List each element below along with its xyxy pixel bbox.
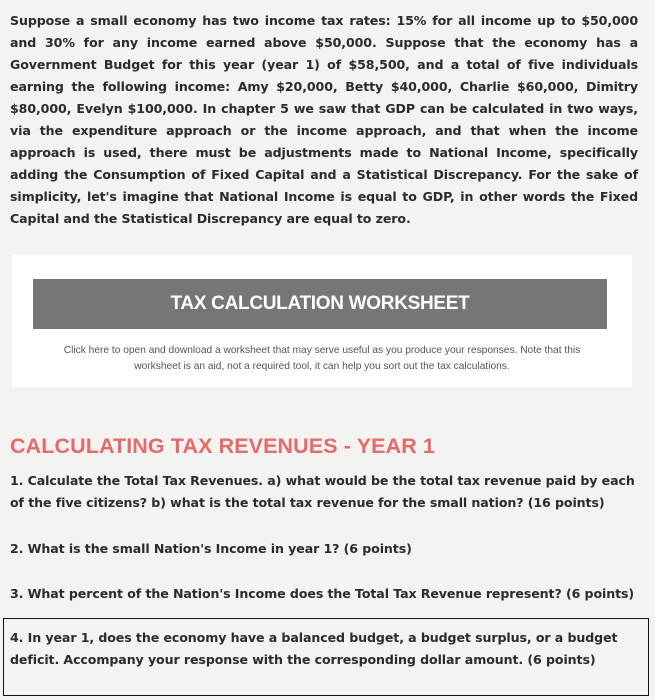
question-2: 2. What is the small Nation's Income in year 1? (6 points) xyxy=(10,541,412,556)
worksheet-card xyxy=(12,255,632,387)
worksheet-note-link[interactable]: Click here to open and download a worksheet that may serve useful as you produce your responses. Note that this worksheet is an aid, not a required tool, it can help you sort out the tax calculations. xyxy=(63,345,581,372)
question-3: 3. What percent of the Nation's Income does the Total Tax Revenue represent? (6 points) xyxy=(10,586,635,601)
question-4: 4. In year 1, does the economy have a balanced budget, a budget surplus, or a budget deficit. Accompany your response with the corresponding dollar amount. (6 points) xyxy=(10,630,618,667)
tax-calculation-worksheet-button[interactable]: TAX CALCULATION WORKSHEET xyxy=(33,279,607,329)
section-title: CALCULATING TAX REVENUES - YEAR 1 xyxy=(10,434,435,458)
question-1: 1. Calculate the Total Tax Revenues. a) what would be the total tax revenue paid by each of the five citizens? b) what is the total tax revenue for the small nation? (16 points) xyxy=(10,473,635,510)
intro-paragraph: Suppose a small economy has two income tax rates: 15% for all income up to $50,000 and 30% for any income earned above $50,000. Suppose that the economy has a Government Budget for this year (year 1) of $58,500, and a total of five individuals earning the following income: Amy $20,000, Betty $40,000, Charlie $60,000, Dimitry $80,000, Evelyn $100,000. In chapter 5 we saw that GDP can be calculated in two ways, via the expenditure approach or the income approach, and that when the income approach is used, there must be adjustments made to National Income, specifically adding the Consumption of Fixed Capital and a Statistical Discrepancy. For the sake of simplicity, let's imagine that National Income is equal to GDP, in other words the Fixed Capital and the Statistical Discrepancy are equal to zero. xyxy=(10,13,638,226)
